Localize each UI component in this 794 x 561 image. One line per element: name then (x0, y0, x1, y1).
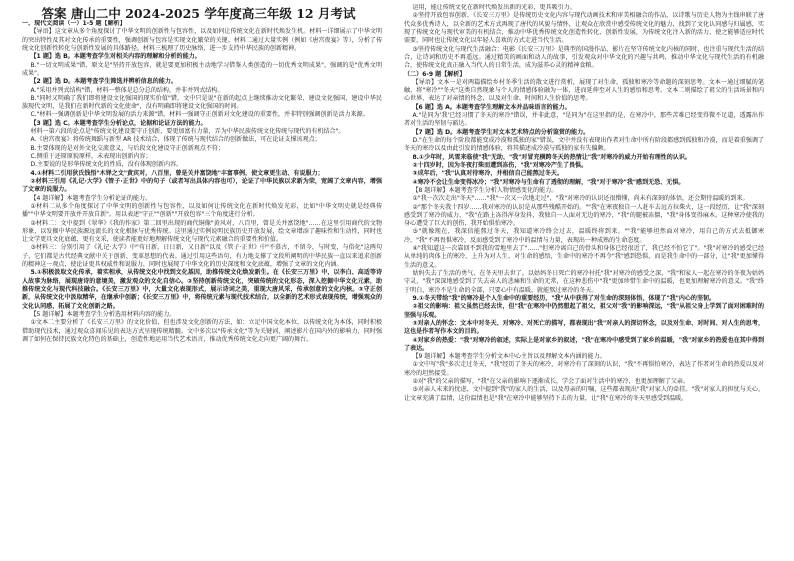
text-paragraph: B."一切文明成果"错，原文是"坚持开放包容，就是要更加积极主动地学习借鉴人类创造的一切优秀文明成果"，强调的是"优秀文明成果"。 (22, 61, 382, 77)
text-paragraph: ①"我一次次走出"冬天"……"我"一次又一次地走过"，"我"对寒冷的认识还很懵懂，尚未有深刻的体悟，还会期待温暖的到来。 (412, 195, 749, 203)
answer-paragraph: 【1 题】选 B。本题考查学生对相关内容的理解和分析的能力。 (30, 53, 201, 61)
answer-paragraph: ③成年后，"我"认真对待寒冷，并相信自己能熬过冬天。 (412, 170, 563, 178)
answer-paragraph: 【2 题】选 D。本题考查学生筛选并辨析信息的能力。 (30, 78, 177, 86)
answer-paragraph: 5.①积极汲取文化传承，着实相承，从传统文化中找到文化基因，助推传统文化焕发新生。在《长安三万里》中，以李白、高适等诗人故事为脉络，展现唐诗的意境美，激发观众的文化自信心。②坚持创新传统文化，突破传统的文化形态，深入挖掘中华文化元素，助推传统文化与现代科技融合。《长安三万里》中，大量文化表现形式，展示诗词之美，重现大唐风采，传承创意的文化内核。③守正创新，从传统文化中汲取精华，在继承中创新；《长安三万里》中，将传统元素与现代技术结合，以全新的艺术形式表现传统，增强观众的文化认同感，拓展了文化创新之路。 (22, 269, 382, 310)
text-paragraph: ②坚持开放包容创新，《长安三万里》是传统历史文化内容与现代动画技术和审美相融合的作品，以诗歌与历史人物为主线串联了唐代众多优秀诗人，以全新的艺术方式再现了唐代的风貌与情怀，让观众在欣赏中感受传统文化的魅力，找到了文化认同感与归属感，实现了传统文化与现代审美的有机结合，推动中华优秀传统文化创造性转化、创新性发展，为传统文化注入新的活力，使之能够适应时代需要，同时也让传统文化以年轻人喜欢的方式走进当代生活。 (404, 12, 764, 45)
text-paragraph: 【4 题详解】本题考查学生分析论证的能力。 (30, 194, 152, 202)
answer-paragraph: ②十四岁时，因为冬夜打柴而遭到冻伤，"我"对寒冷产生了畏惧。 (412, 161, 588, 169)
text-paragraph: ③"就像现在，我深信能熬过冬天，我知道寒冷终会过去，温暖终将到来。""我"能够坦然面对寒冷，用自己的方式去抵御寒冷，"我"不再畏惧寒冷，反而感受到了寒冷中的温情与力量，表现出一种成熟的生命态度。 (404, 228, 764, 244)
text-paragraph: ③材料三：分别引用了《礼记·大学》中"苟日新，日日新，又日新"以及《管子·正世》中"不慕古，不留今，与时变，与俗化"这两句子，它们都是古代经典文献中关于创新、变革思想的代表。通过引用这些语句，有力地支撑了文段所阐明的中华民族一直以来追求创新的精神这一观点，使论证更具权威性和说服力，同时也展现了中华文化的历史深度和文化底蕴，增强了文章的文化内涵。 (22, 244, 382, 269)
left-column (22, 20, 382, 558)
text-paragraph: ①文本二主要分析了《长安三万里》的文化价值，但也涉及文化创新的方法，如：立足中国文化本位，以传统文化为本体，同时积极借助现代技术，通过观众喜闻乐见的表达方式呈现传统精髓。文中多次以"传承文化"等为关键词，阐述影片在国内外的影响力，同时强调了如何在保持民族文化特色的基础上，创造性地运用当代艺术语言，推动优秀传统文化走向更广阔的舞台。 (22, 319, 382, 343)
text-paragraph: C.侧重于还原原貌原样，未表现出创新内容； (30, 153, 152, 160)
text-paragraph: 【导语】这文章从多个角度探讨了中华文明的创新性与包容性，以及如何让传统文化在新时代焕发生机。材料一详细展示了中华文明的突出特性及其对文化传承的重要性，强调创新与包容是实现文化繁荣的关键。材料二通过大量实例（例如《唐宫夜宴》等），分析了传统文化创新性转化与创新性发展的具体路径。材料三梳理了历史脉络，进一步支持中华民族的创新精神。 (22, 28, 382, 52)
section-heading: 一、现代文阅读（一）1-5 题【解析】 (22, 20, 126, 27)
text-paragraph: 材料一第六段的论点是"传统文化建设要守正创新，要更加富有力量，弄为中华民族传统文化传统与现代的有机结合"。 (30, 128, 345, 136)
text-paragraph: ②对"我"的父亲的描写，"我"在父亲的影响下逐渐成长，学会了面对生活中的寒冷，也更加理解了父亲。 (412, 378, 690, 386)
text-paragraph: B."同时又明确了我们即将建设文化强国的现实价值"错，文中只是说"在新的起点上继续推动文化繁荣、建设文化强国、建设中华民族现代文明，是我们在新时代新的文化使命"，没有明确即将建设文化强国的时间。 (22, 94, 382, 111)
text-paragraph: A."采用并列式结构"错，材料一整体是总分总的结构，并非并列式结构。 (30, 86, 224, 94)
text-paragraph: D."在生命的每个阶段都能变成冷漠和孤独的家"错误，文中并没有表现出作者对生命中所有阶段都感到孤独和冷漠，而是着重强调了冬天的寒冷以及由此引发的情感体验，将其描述成冷漠与孤独的家有失偏颇。 (404, 137, 764, 153)
text-paragraph: 【5 题详解】本题考查学生分析选用材料内容的能力。 (30, 310, 176, 318)
answer-paragraph: ④对家乡的热爱："我"对寒冷的叙述，实际上是对家乡的叙述，"我"在寒冷中感受到了家乡的温暖，"我"对家乡的热爱也在其中得到了表达。 (404, 336, 764, 352)
text-paragraph: ④"我知道这一次靠回不到我的雪地里去了"……"但寒冷离自己的骨头和身体已经很近了，我已经不怕它了"。"我"对寒冷的感受已经从单纯的肉体上的寒冷，上升为对人生、对生命的感悟，生命中的寒冷不再令"我"感到恐惧，而是我生命中的一部分，让"我"更加懂得生活的意义。 (404, 245, 764, 269)
right-column (404, 4, 764, 558)
answer-paragraph: 8.①少年时，风雪来临使"我"无助，"我"对冒充横跨冬天的热情让"我"对寒冷的威力开始有理性的认识。 (412, 153, 691, 161)
section-heading: （二）6-9 题【解析】 (404, 70, 466, 78)
text-paragraph: 【导语】文本一是对两篇描绘乡村冬季生活的散文进行赏析，展现了对生命、孤独和寒冷等命题的深刻思考。文本一通过细腻的笔触，将"寒冷""冬天"这类自然现象与个人的情感体验融为一体，进而延伸至对人生的感悟和思考。文本二则描绘了祖父的生活场景和内心世界，表达了对亲情的怀念，以及对生命、时间和人生价值的思考。 (404, 78, 764, 103)
text-paragraph: 【8 题详解】本题考查学生分析人物情感变化的能力。 (412, 186, 558, 194)
text-paragraph: ③对亲人未来的忧虑，文中提到"我"的家人的生活，以及母亲的叮嘱，这些都表现出"我"对家人的牵挂。"我"对家人的担忧与关心，让文章充满了温情，这份温情也是"我"在寒冷中能够坚持下去的力量，让"我"在寒冷的冬天里感受到温暖。 (404, 386, 764, 402)
answer-paragraph: ②材料三引用《礼记·大学》《管子·正世》中的句子（或者写出具体内容也可），论证了中华民族以求新为荣，宽阔了文章内容，增强了文章的说服力。 (22, 177, 382, 194)
text-paragraph: ②材料二：文中提到《翠华》《我的作家》第二回里出现的商代铜像"黄风对，八百里，曾是关并富饶地"……在这里引用商代的文物形象，以发掘中华民族源远流长的文化根脉与优秀传统。这里通过实例说明民族历史开放发展，绘文章增添了趣味性和生动性，同时也让文学更具文化底蕴、更有文采，使读者能更好地理解传统文化与现代元素融合的重要性和价值。 (22, 219, 382, 244)
answer-paragraph: 【7 题】选 D。本题考查学生对文本艺术特点的分析鉴赏的能力。 (412, 128, 590, 136)
answer-paragraph: ②祖父的影响：祖父虽然已经去世，但"我"在寒冷中仍然想起了祖父，祖父对"我"的影响深远，"我"从祖父身上学到了面对困难时的坚强与乐观。 (404, 303, 764, 319)
page-title: 答案 唐山二中 2024-2025 学年度高三年级 12 月考试 (41, 6, 356, 21)
text-paragraph: D.主要说的是形华传统文化的性质，没有体现创新内容。 (30, 161, 183, 169)
text-paragraph: 姑妈失去了生活的勇气，在冬天里去世了。以姑妈冬日死亡的寒冷衬托"我"对寒冷的感受之深，"我"和家人一起在寒冷的冬夜为姑妈守灵，"我"深深地感受到了失去亲人的悲痛和生命的无常，在这种悲伤中"我"更加珍惜生命中的温暖，也更加理解寒冷的意义。"我"终于明白，寒冷不是生命的全部，只要心中有温暖，就能熬过寒冷的冬天。 (404, 270, 764, 294)
text-paragraph: ①材料二从多个角度探讨了中华文明的创新性与包容性，以及如何让传统文化在新时代焕发光彩，比如"中华文明史就是经典传播""中华文明要开放并开放自新"。用以表述"守正""创新""开放包容"三个角度进行分析。 (22, 202, 382, 219)
text-paragraph: 运用，能让传统文化在新时代焕发出新的光彩，更具吸引力。 (412, 4, 576, 11)
answer-paragraph: ④寒冷不会让生命变得冰冷；"我"对寒冷与生命有了透彻的理解，"我"对于寒冷"我"感到无恐、无惧。 (412, 178, 685, 186)
text-paragraph: 【9 题详解】本题考查学生分析文本中心主旨以及理解文本内涵的能力。 (412, 353, 606, 361)
answer-paragraph: 【3 题】选 C。本题考查学生分析论点，论据和论证方法的能力。 (30, 119, 207, 127)
text-paragraph: A."是同为'我'已经习惯了冬天的寒冷"错误，并非此意，"是同为"在这里指的是，在寒冷中，那些苦难已经变得微不足道，透露出作者对生活的坚韧与豁达。 (404, 112, 764, 128)
text-paragraph: B.主要体现的是对外文化交流意义，与后段文化建设守正创新观点不符； (30, 144, 224, 152)
text-paragraph: ②"那个冬天我十四岁……我对寒冷的认识是从那些残酷开始的。""我"在寒夜独自一人赶车去远方拉柴火，这一段经历，让"我"深刻感受到了寒冷的威力，"我"在路上冻得浑身发抖，我独自一人面对无边的寒冷，"我"的腿被冻僵，"我"身体变得麻木。这种寒冷使我的身心遭受了巨大的创伤，我开始惧怕寒冷。 (404, 203, 764, 228)
answer-paragraph: ③对亲人的怀念：文本中对冬天、对寒冷、对死亡的描写，都表现出"我"对亲人的深切怀念，以及对生命、对时间、对人生的思考，这也是作者写作本文的目的。 (404, 319, 764, 336)
text-paragraph: C."材料一强调创新是中华文明发展的活力来源"错，材料一强调守正创新对文化建设的重要性，并非特别强调创新是活力来源。 (30, 111, 369, 119)
text-paragraph: A.《唐宫夜宴》将传统舞蹈与新型 AR 技术结合，体现了传统与现代结合的创新做法，可在论证支撑该观点； (30, 136, 321, 144)
answer-paragraph: 9.①冬天带给"我"的寒冷是个人生命中的重要经历，"我"从中获得了对生命的深刻体悟，体现了"我"内心的坚韧。 (412, 294, 716, 302)
text-paragraph: ①文中写"我"多次走过冬天，"我"经历了冬天的寒冷，对寒冷有了深刻的认识，"我"不再惧怕寒冷，表达了作者对生命的热爱以及对寒冷的坦然接受。 (404, 361, 764, 377)
text-paragraph: ③坚持传统文化与现代生活融合：电影《长安三万里》是典型的国漫作品，影片在坚守传统文化内核的同时，也注重与现代生活的结合，让诗词和历史不再遥远。通过精美的画面和动人的故事，引发观众对中华文化的兴趣与共鸣，推动中华文化与现代生活的有机融合，使传统文化真正融入当代人的日常生活，成为滋养心灵的精神食粮。 (404, 45, 764, 70)
answer-paragraph: 4.①材料二引用狄氏钱悟"木铎之文"黄宾对，八百里，曾是关并富饶地"丰富事例，使文章更生动、有说服力； (30, 169, 324, 177)
answer-paragraph: 【6 题】选 A。本题考查学生理解文本并品味语言的能力。 (412, 103, 571, 111)
